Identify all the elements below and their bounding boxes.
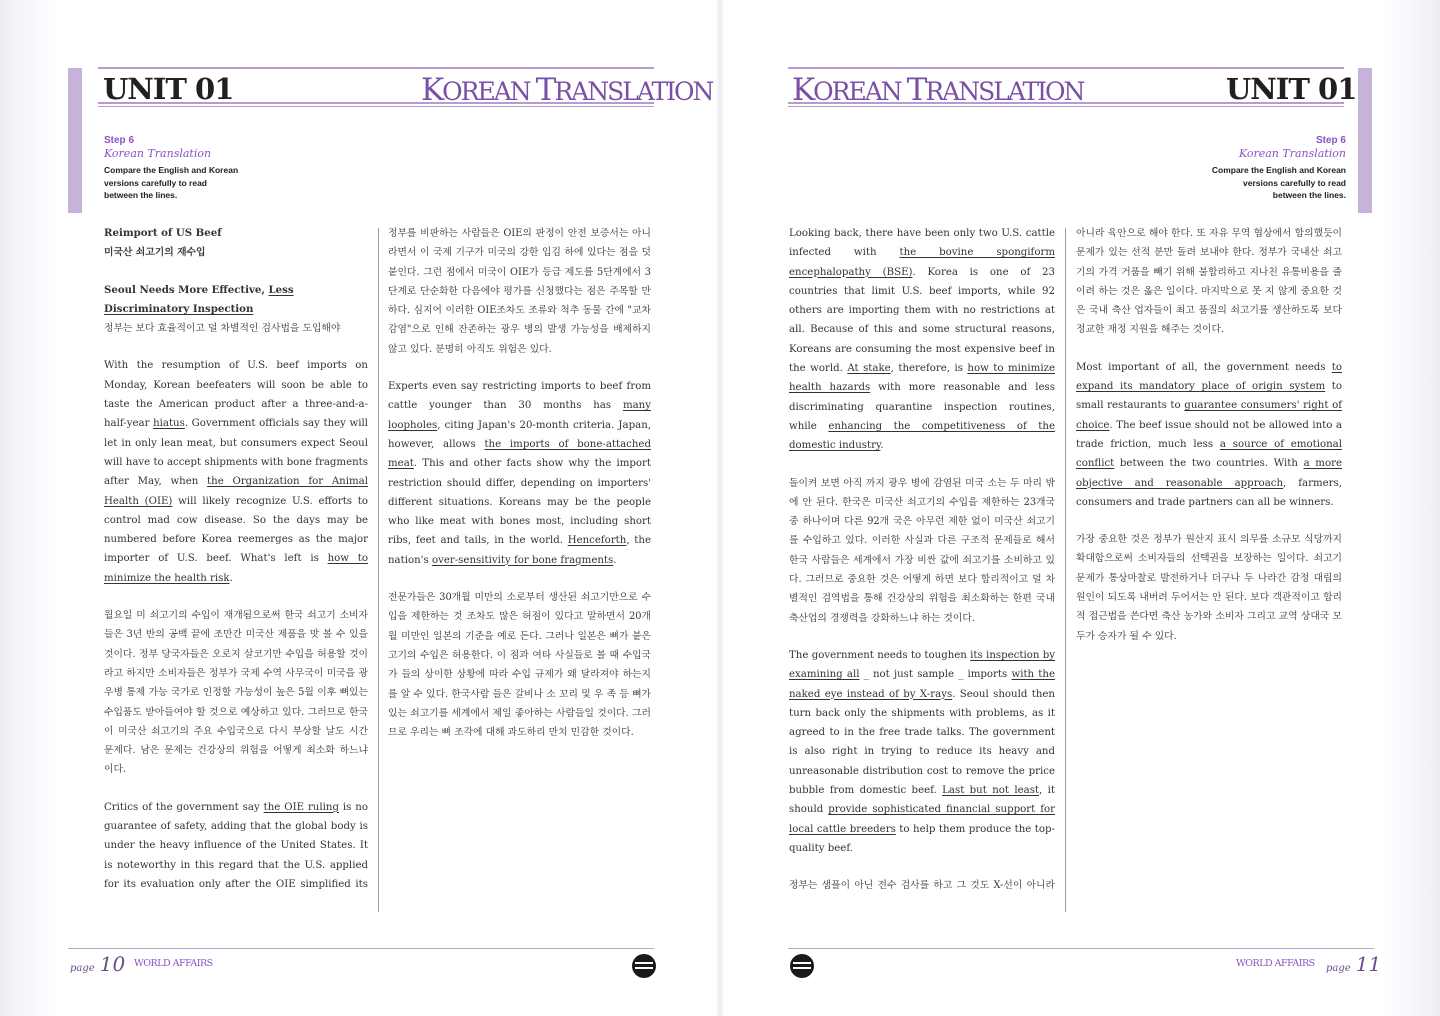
article-title-en: Reimport of US Beef	[104, 227, 222, 239]
right-column-2	[1076, 224, 1342, 664]
step-label: Step 6	[1315, 135, 1346, 146]
paragraph-en-3: Experts even say restricting imports to beef from cattle younger than 30 months has many loopholes, citing Japan's 20-month criteria. Japan, however, allows the imports of bone-attached meat. This and other facts show why the import restriction should differ, depending on importers' different situations. Koreans may be the people who like meat with bones most, including short ribs, feet and tails, in the world. Henceforth, the nation's over-sensitivity for bone fragments.	[388, 381, 651, 566]
paragraph-ko-1: 월요일 미 쇠고기의 수입이 재개됨으로써 한국 쇠고기 소비자들은 3년 반의 공백 끝에 조만간 미국산 제품을 맛 볼 수 있을 것이다. 정부 당국자들은 오로지 살코기만 수입을 허용할 것이라고 하지만 소비자들은 정부가 국제 수역 사무국이 미국을 광우병 통제 가능 국가로 인정할 가능성이 높은 5월 이후 뼈있는 수입품도 받아들여야 할 것으로 예상하고 있다. 그러므로 한국이 미국산 쇠고기의 주요 수입국으로 다시 부상할 날도 시간 문제다. 남은 문제는 건강상의 위험을 어떻게 최소화 하느냐 이다.	[104, 610, 368, 776]
right-header-sidebar	[1358, 68, 1372, 213]
left-column-2	[388, 224, 651, 760]
paragraph-ko-5-continued: 아니라 육안으로 해야 한다. 또 자유 무역 협상에서 합의했듯이 문제가 있는 선적 분만 돌려 보내야 한다. 정부가 국내산 쇠고기의 가격 거품을 빼기 위해 불합리하고 지나친 유통비용을 줄이려 하는 것은 옳은 일이다. 마지막으로 못 지 않게 중요한 것은 국내 축산 업자들이 최고 품질의 쇠고기를 생산하도록 보다 정교한 재정 지원을 해주는 것이다.	[1076, 228, 1342, 336]
step-note: Compare the English and Korean versions carefully to read between the lines.	[104, 165, 239, 200]
paragraph-ko-3: 전문가들은 30개월 미만의 소로부터 생산된 쇠고기만으로 수입을 제한하는 것 조차도 많은 허점이 있다고 말하면서 20개월 미만인 일본의 기준을 예로 든다. 그러나 일본은 뼈가 붙은 고기의 수입은 허용한다. 이 점과 여타 사실들로 볼 때 수입국가 들의 상이한 상황에 따라 수입 규제가 왜 달라져야 하는지를 알 수 있다. 한국사람 들은 갈비나 소 꼬리 및 우 족 등 뼈가 있는 쇠고기를 세계에서 제일 좋아하는 사람들일 것이다. 그러므로 우리는 뼈 조각에 대해 과도하리 만치 민감한 것이다.	[388, 592, 651, 739]
paragraph-en-6: Most important of all, the government needs to expand its mandatory place of origin system to small restaurants to guarantee consumers' right of choice. The beef issue should not be allowed into a trade friction, much less a source of emotional conflict between the two countries. With a more objective and reasonable approach, farmers, consumers and trade partners can all be winners.	[1076, 361, 1343, 508]
paragraph-ko-4: 돌이켜 보면 아직 까지 광우 병에 감염된 미국 소는 두 마리 밖에 안 된다. 한국은 미국산 쇠고기의 수입을 제한하는 23개국 중 하나이며 다른 92개 국은 아무런 제한 없이 미국산 쇠고기를 수입하고 있다. 이러한 사실과 다른 구조적 문제들로 해서 한국 사람들은 세계에서 가장 비싼 값에 쇠고기를 소비하고 있다. 그러므로 중요한 것은 어떻게 하면 보다 합리적이고 덜 차별적인 검역법을 통해 건강상의 위험을 최소화하는 한편 국내 축산업의 경쟁력을 강화하느냐 하는 것이다.	[789, 477, 1055, 624]
section-title: KOREAN TRANSLATION	[792, 72, 1084, 108]
left-column-1	[104, 224, 368, 912]
step-note: Compare the English and Korean versions carefully to read between the lines.	[1211, 165, 1346, 200]
column-divider	[1065, 228, 1066, 912]
left-header-sidebar	[68, 68, 82, 213]
publisher-logo-icon	[632, 954, 656, 978]
footer-magazine: WORLD AFFAIRS	[1236, 958, 1315, 969]
step-label: Step 6	[104, 135, 135, 146]
right-header-top-rule	[788, 67, 1344, 69]
step-subtitle: Korean Translation	[104, 147, 212, 160]
article-subtitle-ko: 정부는 보다 효율적이고 덜 차별적인 검사법을 도입해야	[104, 323, 341, 335]
paragraph-en-2: Critics of the government say the OIE ruling is no guarantee of safety, adding that the global body is under the heavy influence of the United States. It is noteworthy in this regard that the U.S. applied for its evaluation only after the OIE simplified its	[104, 801, 368, 890]
right-footer-rule	[788, 948, 1374, 949]
column-divider	[378, 228, 379, 912]
step-box	[104, 134, 254, 202]
paragraph-ko-6: 가장 중요한 것은 정부가 원산지 표시 의무를 소규모 식당까지 확대함으로써 소비자들의 선택권을 보장하는 일이다. 쇠고기 문제가 통상마찰로 발전하거나 더구나 두 나라간 감정 대립의 원인이 되도록 내버려 두어서는 안 된다. 보다 객관적이고 합리적 접근법을 쓴다면 축산 농가와 소비자 그리고 교역 상대국 모두가 승자가 될 수 있다.	[1076, 534, 1342, 642]
paragraph-ko-5: 정부는 샘플이 아닌 전수 검사를 하고 그 것도 X-선이 아니라	[789, 880, 1055, 892]
paragraph-ko-2: 정부를 비판하는 사람들은 OIE의 판정이 안전 보증서는 아니라면서 이 국제 기구가 미국의 강한 입김 하에 있다는 점을 덧붙인다. 그런 점에서 미국이 OIE가 등급 제도를 5단계에서 3단계로 단순화한 다음에야 평가를 신청했다는 점은 주목할 만 하다. 심지어 이러한 OIE조차도 조류와 척추 동물 간에 "교차 감염"으로 인해 잔존하는 광우 병의 발생 가능성을 배제하지 않고 있다. 분명히 아직도 위험은 있다.	[388, 228, 651, 355]
step-box	[1192, 134, 1346, 202]
step-subtitle: Korean Translation	[1238, 147, 1346, 160]
article-title-ko: 미국산 쇠고기의 재수입	[104, 247, 206, 259]
left-footer-rule	[68, 948, 654, 949]
left-header-top-rule	[98, 67, 654, 69]
right-column-1	[789, 224, 1055, 914]
section-title: KOREAN TRANSLATION	[421, 72, 713, 108]
paragraph-en-4: Looking back, there have been only two U.S. cattle infected with the bovine spongiform encephalopathy (BSE). Korea is one of 23 countries that limit U.S. beef imports, while 92 others are importing them with no restrictions at all. Because of this and some structural reasons, Koreans are consuming the most expensive beef in the world. At stake, therefore, is how to minimize health hazards with more reasonable and less discriminating quarantine inspection routines, while enhancing the competitiveness of the domestic industry.	[789, 228, 1055, 452]
article-subtitle-en: Seoul Needs More Effective, Less Discriminatory Inspection	[104, 283, 294, 315]
paragraph-en-1: With the resumption of U.S. beef imports on Monday, Korean beefeaters will soon be able to taste the American product after a three-and-a-half-year hiatus. Government officials say they will let in only lean meat, but consumers expect Seoul will have to accept shipments with bone fragments after May, when the Organization for Animal Health (OIE) will likely recognize U.S. efforts to control mad cow disease. So the days may be numbered before Korea reemerges as the major importer of U.S. beef. What's left is how to minimize the health risk.	[104, 360, 368, 584]
right-page	[720, 0, 1440, 1016]
paragraph-en-5: The government needs to toughen its inspection by examining all _ not just sample _ imports with the naked eye instead of by X-rays. Seoul should then turn back only the shipments with problems, as it agreed to in the free trade talks. The government is also right in trying to reduce its heavy and unreasonable distribution cost to remove the price bubble from domestic beef. Last but not least, it should provide sophisticated financial support for local cattle breeders to help them produce the top-quality beef.	[789, 649, 1055, 854]
publisher-logo-icon	[790, 954, 814, 978]
unit-label: UNIT 01	[1226, 72, 1357, 106]
footer-magazine: WORLD AFFAIRS	[134, 958, 213, 969]
page-number: page 10	[70, 952, 126, 976]
page-number: page 11	[1326, 952, 1382, 976]
unit-label: UNIT 01	[103, 72, 234, 106]
